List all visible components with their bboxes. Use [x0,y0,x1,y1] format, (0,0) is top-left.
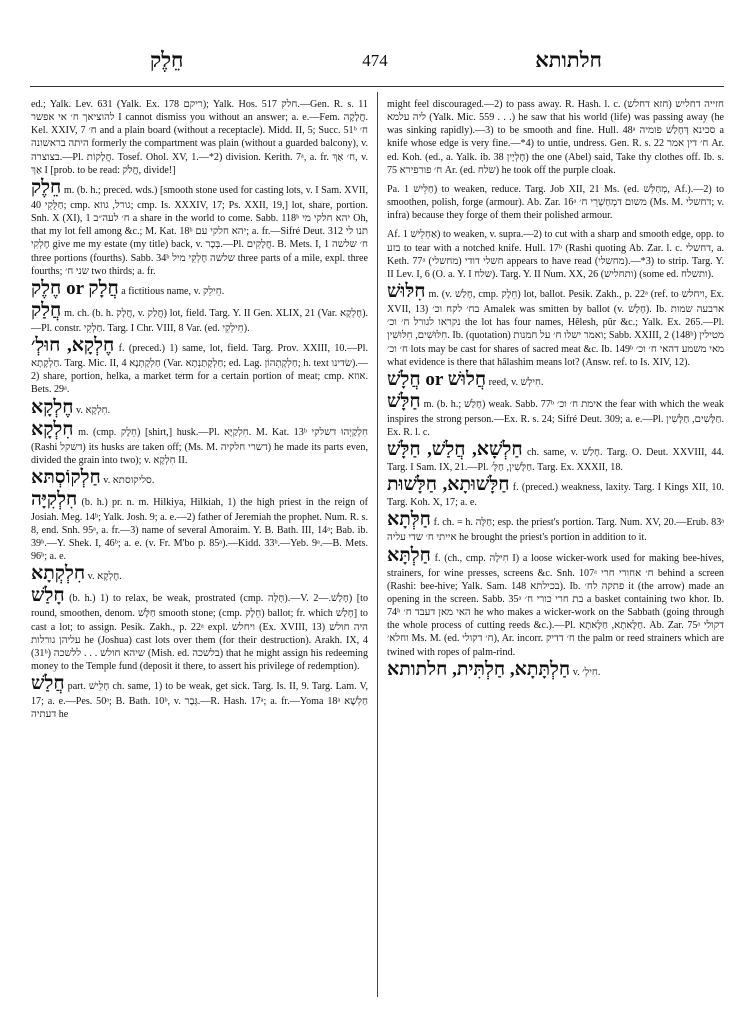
page-header [0,48,750,78]
entry-text: m. (v. חָלַשׁ, cmp. חֵלֶק) lot, ballot. Pesik. Zakh., p. 22ᵃ (ref. to ויחלש, Ex. XVII, 13) בח׳ לקח וכ׳ Amalek was smitten by ballot (v. חָלַשׁ). Ib. ארבעה שמות נקראו לגורל ח׳ וכ׳ the lot has four names, Hêlesh, pûr &c.; Yalk. Ex. 265.—Pl. חִלּוּשִׁים, חִלּוּשִׁין. Ib. (quotation) ואמר ישלו ח׳ על חמנות; Sabb. XXIII, 2 (148ᵇ) מטילין ח׳ וכ׳ lots may be cast for shares of sacred meat &c. Ib. 149ᵇ מאי משמע דהאי ח׳ וכ׳ what evidence is there that hâlashim means lot? (Answ. ref. to Is. XIV, 12). [387,289,724,368]
entry-headword: חִלּוּשׁ [387,281,426,303]
dictionary-entry [387,474,724,509]
entry-headword: חֶלֶק or חֲלָק [31,277,119,299]
entry-text: f. (ch., cmp. חִילָה I) a loose wicker-work used for making bee-hives, strainers, for wine presses, screens &c. Snh. 107ᵃ ח׳ אחורי חרי behind a screen (Rashi: bee-hive; Yalk. Sam. 148 בכילתא). Ib. פתקה לח׳ it (the arrow) made an opening in the screen. Sabb. 35ᵃ בת חרי כורי ח׳ a basket containing two khor. Ib. 74ᵇ האי מאן דעבד ח׳ he who makes a wicker-work on the Sabbath (going through the whole process of cutting reeds &c.).—Pl. חַלָּאתָא, חַלָּאתָא. Ab. Zar. 75ᵃ דקולי וחלא׳ Ms. M. (ed. ח׳ דקולי), Ar. incorr. ח׳ דדיק the palm or reed strainers which are twined with ropes of palm-rind. [387,552,724,658]
dictionary-entry [387,659,724,681]
dictionary-entry [387,439,724,474]
entry-headword: חָלַשׁ [31,585,65,607]
entry-text: m. (b. h.; preced. wds.) [smooth stone used for casting lots, v. I Sam. XVII, 40 חַלֻּקֵי; cmp. גורל, גוזא; cmp. Is. XXXIV, 17; Ps. XXII, 19,] lot, share, portion. Snh. X (XI), 1 ח׳ לעה״ב a share in the world to come. Sabb. 118ᵇ יהא חלקי מי Oh, that my lot fell among &c.; M. Kat. 18ᵇ יהא חלקי עם; a. fr.—Sifré Deut. 312 תנו לי חֶלְקִי give me my estate (my title) back, v. בְּכָר.—Pl. חֲלָקִים. B. Mets. I, 1 ח׳ שלשה three portions (fourths). Sabb. 34ᵇ שלשה חֶלְקֵי מיל three parts of a mile, expl. three fourths; שני ח׳ two thirds; a. fr. [31,184,368,277]
dictionary-entry [387,281,724,369]
dictionary-entry [31,335,368,396]
entry-text: Af. אַחְלֵישׁ 1) to weaken, v. supra.—2) to cut with a sharp and smooth edge, opp. to בזע to tear with a notched knife. Hull. 17ᵇ (Rashi quoting Ab. Zar. l. c. דחשלי, a. Keth. 77ᵃ חשלי דודי (מחשלי) appears to have read (מחשלי).—*3) to strip. Targ. Y. II Lev. I, 6 (O. a. Y. I שלח). Targ. Y. II Num. XX, 26 (ותחליש) (some ed. ותשלח). [387,229,724,280]
column-divider [377,92,378,997]
entry-text: f. ch. = h. חַלָּה; esp. the priest's portion. Targ. Num. XV, 20.—Erub. 83ᵃ אייתי ח׳ שדי עליה he brought the priest's portion in addition to it. [387,517,724,544]
entry-headword: חֲלָשׁ or חֲלוּשׁ [387,368,487,390]
entry-text: a fictitious name, v. חֵילֵק. [121,285,225,297]
dictionary-entry [31,397,368,419]
entry-text: f. (preced.) 1) same, lot, field. Targ. Prov. XXIII, 10.—Pl. חַלְקָתָא. Targ. Mic. II, 4 חַלְקָתְנָא (Var. חַלְקָתַנְתָא; ed. Lag. חַלְקָתְהוֹן; h. text שׂדינו).—2) share, portion, helka, a market term for a certain portion of meat; cmp. אוזא. Bets. 29ᵃ. [31,343,368,396]
entry-headword: חִלְקִיָּה [31,488,78,510]
entry-headword: חַלָּשׁוּתָא, חַלָּשׁוּת [387,474,510,496]
dictionary-entry [387,369,724,391]
entry-headword: חֲלַשׁ [31,673,65,695]
entry-headword: חִלְקָא [31,418,74,440]
left-column [31,92,368,997]
entry-text: (b. h.) 1) to relax, be weak, prostrated (cmp. חָלָה).—V. חָלַשׁ.—2) [to round, smoothen, denom. חַלָּשׁ smooth stone; (cmp. חֵלֶק) ballot; fr. which חָלַשׁ] to cast a lot; to assign. Pesik. Zakh., p. 22ᵃ expl. ויחלש (Ex. XVIII, 13) היה חולש עליהן גורלות he (Joshua) cast lots over them (for their destruction). Arakh. IX, 4 (31ᵇ) שיהא חולש . . . ללשכה (Mish. ed. בלשכה) that he might assign his redeeming money to the Temple fund (deposit it there, to assert his privilege of redemption). [31,593,368,673]
dictionary-entry [387,391,724,439]
entry-headword: חַלְקוֹסְתּא [31,466,101,488]
header-rule [30,86,724,87]
dictionary-entry [387,177,724,222]
entry-text: might feel discouraged.—2) to pass away. R. Hash. l. c. (חזא דחלש) חזייה דחליש ליה עלמא (Yalk. Mic. 559 . . .) he saw that his world (life) was passing away (he was sinking rapidly).—3) to be smooth and fine. Hull. 48ᵃ סכינא דְּחָלַשׁ פומיה a knife whose edge is very fine.—*4) to untie, undress. Gen. R. s. 22 ח׳ דין אמר Ar. ed. Koh. (ed., a. Yalk. ib. 38 חָלְיָין) the one (Abel) said, Take thy clothes off. Ib. s. 75 ח׳ פורפירא Ar. (ed. שלח) he took off the purple cloak. [387,99,724,176]
entry-headword: חַלְתָּא [387,544,431,566]
entry-headword: חַלְשָׁא, חֲלַשׁ, חַלָּשׁ [387,439,523,461]
entry-headword: חֲלַק [31,299,62,321]
entry-text: ed.; Yalk. Lev. 631 (Yalk. Ex. 178 ריקם); Yalk. Hos. 517 חלק.—Gen. R. s. 11 להוציאך ח׳ אי אפשר I cannot dismiss you without an answer; a. e.—Fem. חֲלָקָה. Kel. XXIV, 7 ח׳ and a plain board (without a receptacle). Midd. II, 5; Succ. 51ᵇ ח׳ היתה בראשונה formerly the compartment was plain (without a guarded balcony), v. בצוצרה.—Pl. חֲלָקוֹת. Tosef. Ohol. XV, 1.—*2) division. Kerith. 7ᵃ, a. fr. ח׳ אַךְ, v. אַךְ I [prob. to be read: חֲלֹק, divide!] [31,99,368,176]
dictionary-entry [387,509,724,544]
dictionary-entry [31,489,368,564]
dictionary-entry [31,300,368,335]
entry-headword: חִלְקְתָא [31,563,86,585]
entry-text: reed, v. חִילְשׁ. [488,376,544,388]
entry-text: m. (cmp. חֵלֶק) [shirt,] husk.—Pl. חִלְקַיָּא. M. Kat. 13ᵇ חִלְקַיְהוּ דשלקי (Rashi דשקל) its husks are taken off; (Ms. M. דשרי חלקיה) he made its parts even, divided the grain into two); v. חִלְקָא II. [31,426,368,466]
right-running-headword: חלתותא [535,48,602,72]
entry-text: v. סליקוסתא. [103,474,155,486]
dictionary-entry [387,222,724,281]
dictionary-entry [31,278,368,300]
dictionary-entry [387,92,724,177]
dictionary-entry [387,545,724,659]
dictionary-entry [31,92,368,177]
entry-headword: חַלְּתָא [387,509,431,531]
right-column [387,92,724,997]
entry-headword: חֵלֶק [31,176,62,198]
entry-text: v. חֶלְקָא. [87,571,122,583]
entry-text: Pa. חַלֵּישׁ 1) to weaken, reduce. Targ. Job XII, 21 Ms. (ed. מְחַלֵּשׁ, Af.).—2) to smoothen, polish, forge (armour). Ab. Zar. 16ᵃ משום דמְחַשְׁרֵי ח׳ (Ms. M. דחשלי; v. infra) because they forge of them their polished armour. [387,183,724,222]
dictionary-entry [31,585,368,673]
dictionary-entry [31,177,368,278]
entry-headword: חֶלְקָא, חוּלְ׳ [31,335,115,357]
dictionary-entry [31,563,368,585]
entry-text: part. חָלֵישׁ ch. same, 1) to be weak, get sick. Targ. Is. II, 9. Targ. Lam. V, 17; a. e.—Pes. 50ᵃ; B. Bath. 10ᵇ, v. גְּבַר.—R. Hash. 17ᵃ; a. fr.—Yoma 18ᵃ חַלְשָׁא דעתיה he [31,681,368,721]
entry-text: v. חִילְ׳. [572,666,601,678]
dictionary-entry [31,467,368,489]
dictionary-entry [31,419,368,467]
entry-headword: חֶלְקָא [31,396,74,418]
dictionary-entry [31,673,368,721]
entry-text: (b. h.) pr. n. m. Hilkiya, Hilkiah, 1) the high priest in the reign of Josiah. Meg. 14ᵇ; Yalk. Josh. 9; a. e.—2) father of Jeremiah the prophet. Num. R. s. 8, end. Snh. 95ᵃ, a. fr.—3) name of several Amoraim. Y. B. Bath. III, 14ᵃ; Bab. ib. 39ᵇ.—Y. Shek. I, 46ᵇ; a. e. (v. Fr. M'bo p. 85ᵃ).—Kidd. 33ᵇ.—Yeb. 9ᵃ.—B. Mets. 96ᵇ; a. e. [31,496,368,563]
entry-headword: חַלְתָּתָא, חַלְתִּית, חלתותא [387,658,571,680]
entry-text: f. (preced.) weakness, laxity. Targ. I Kings XII, 10. Targ. Koh. X, 17; a. e. [387,482,724,509]
entry-headword: חַלָּשׁ [387,390,421,412]
entry-text: m. (b. h.; חָלַשׁ) weak. Sabb. 77ᵇ אימת ח׳ וכ׳ the fear with which the weak inspires the strong person.—Ex. R. s. 24; Sifré Deut. 309; a. e.—Pl. חַלָּשִׁים, חַלָּשִׁין. Ex. R. l. c. [387,398,724,438]
entry-text: m. ch. (b. h. חֲלָק, v. חֲלַק) lot, field. Targ. Y. II Gen. XLIX, 21 (Var. חֶלְקָא).—Pl. constr. חַלְקֵי. Targ. I Chr. VIII, 8 Var. (ed. חֵילְקֵי). [31,307,368,334]
entry-text: ch. same, v. חָלַשׁ. Targ. O. Deut. XXVIII, 44. Targ. I Sam. IX, 21.—Pl. חַלָּשִׁין, חַלָּ׳. Targ. Ex. XXXII, 18. [387,447,724,474]
page-number: 474 [362,51,388,70]
entry-text: v. חִלְקָא. [76,404,111,416]
left-running-headword: חֵלֶק [150,48,184,72]
